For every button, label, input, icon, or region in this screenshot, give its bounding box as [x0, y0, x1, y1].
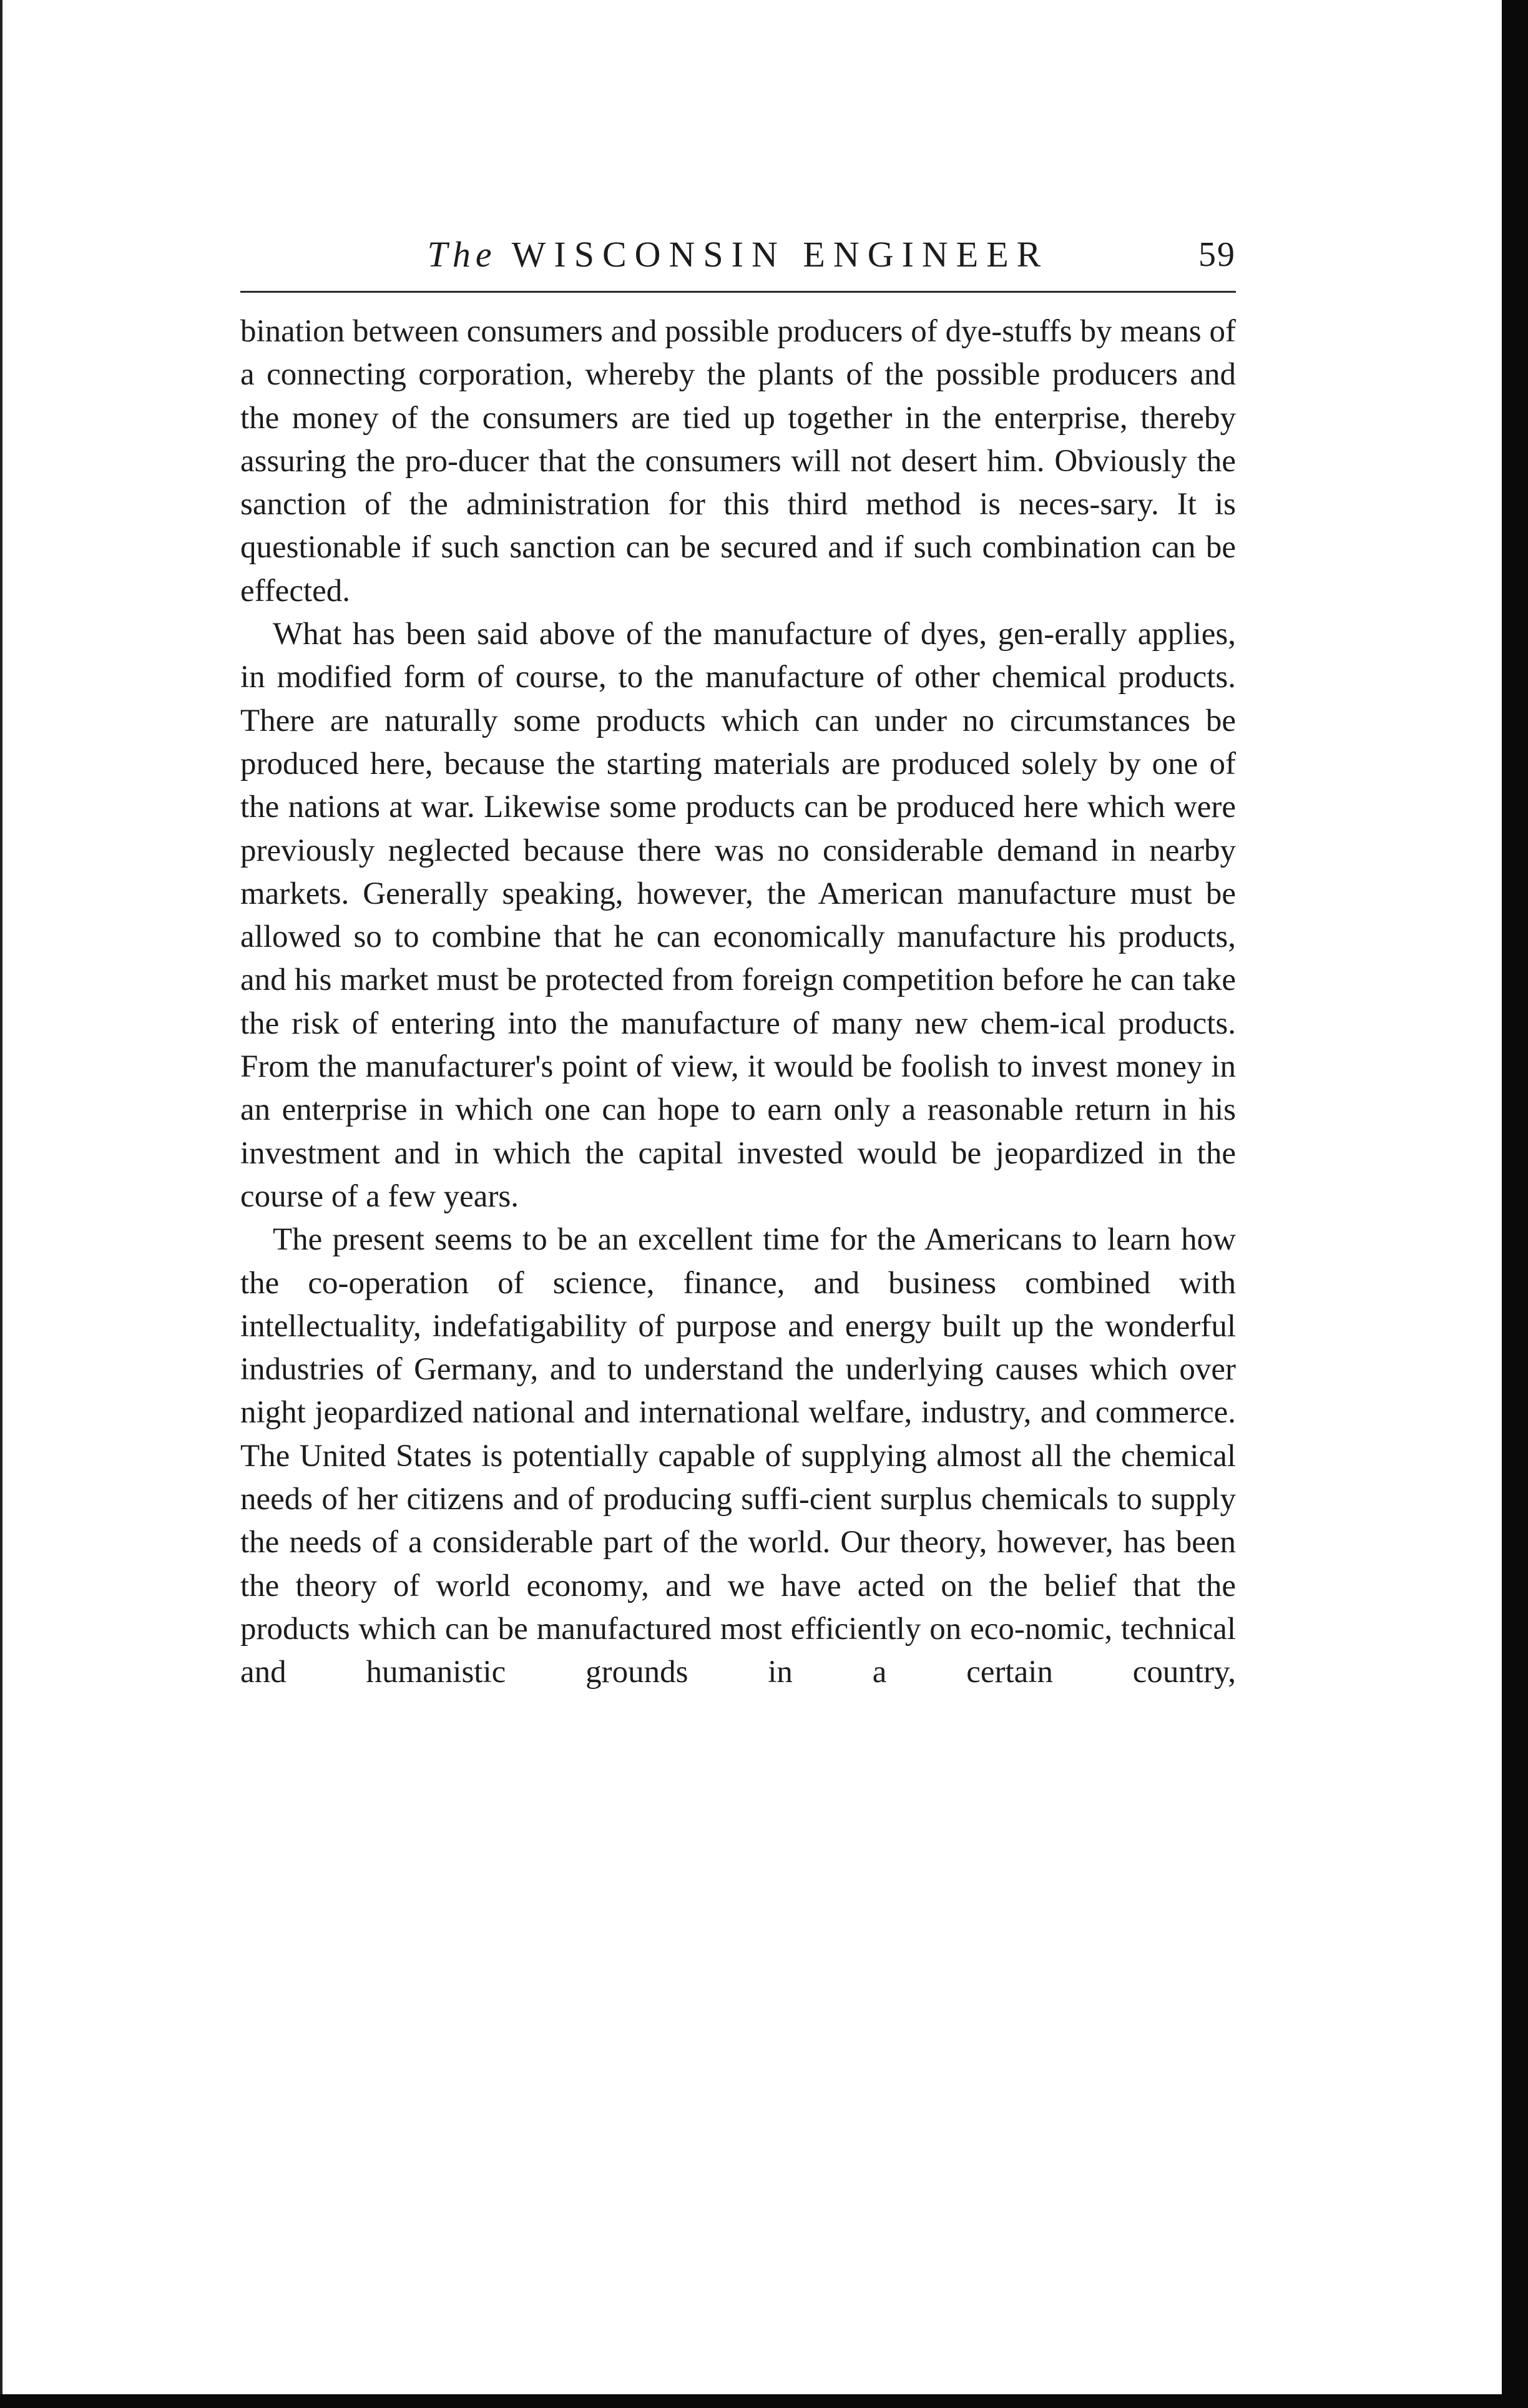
running-header: [240, 230, 1236, 280]
scan-edge-right: [1502, 0, 1528, 2408]
paragraph-continued: bination between consumers and possible producers of dye-stuffs by means of a connecting corporation, whereby the plants of the possible producers and the money of the consumers are tied up together in the enterprise, thereby assuring the pro-ducer that the consumers will not desert him. Obviously the sanction of the administration for this third method is neces-sary. It is questionable if such sanction can be secured and if such combination can be effected.: [240, 314, 1236, 609]
page-number: 59: [1198, 235, 1236, 274]
journal-title-the: The: [427, 234, 497, 275]
scan-edge-left: [0, 0, 2, 2408]
article-body: [240, 310, 1236, 1695]
scan-edge-bottom: [0, 2394, 1528, 2408]
journal-title: [240, 230, 1236, 280]
journal-title-name: WISCONSIN ENGINEER: [511, 234, 1049, 275]
paragraph-manufacture-of-dyes: What has been said above of the manufacture of dyes, gen-erally applies, in modified form of course, to the manufacture of other chemical products. There are naturally some products which can under no circumstances be produced here, because the starting materials are produced solely by one of the nations at war. Likewise some products can be produced here which were previously neglected because there was no considerable demand in nearby markets. Generally speaking, however, the American manufacture must be allowed so to combine that he can economically manufacture his products, and his market must be protected from foreign competition before he can take the risk of entering into the manufacture of many new chem-ical products. From the manufacturer's point of view, it would be foolish to invest money in an enterprise in which one can hope to earn only a reasonable return in his investment and in which the capital invested would be jeopardized in the course of a few years.: [240, 617, 1236, 1214]
paragraph-present-time: The present seems to be an excellent time for the Americans to learn how the co-operation of science, finance, and business combined with intellectuality, indefatigability of purpose and energy built up the wonderful industries of Germany, and to understand the underlying causes which over night jeopardized national and international welfare, industry, and commerce. The United States is potentially capable of supplying almost all the chemical needs of her citizens and of producing suffi-cient surplus chemicals to supply the needs of a considerable part of the world. Our theory, however, has been the theory of world economy, and we have acted on the belief that the products which can be manufactured most efficiently on eco-nomic, technical and humanistic grounds in a certain country,: [240, 1222, 1236, 1690]
header-rule: [240, 291, 1236, 293]
